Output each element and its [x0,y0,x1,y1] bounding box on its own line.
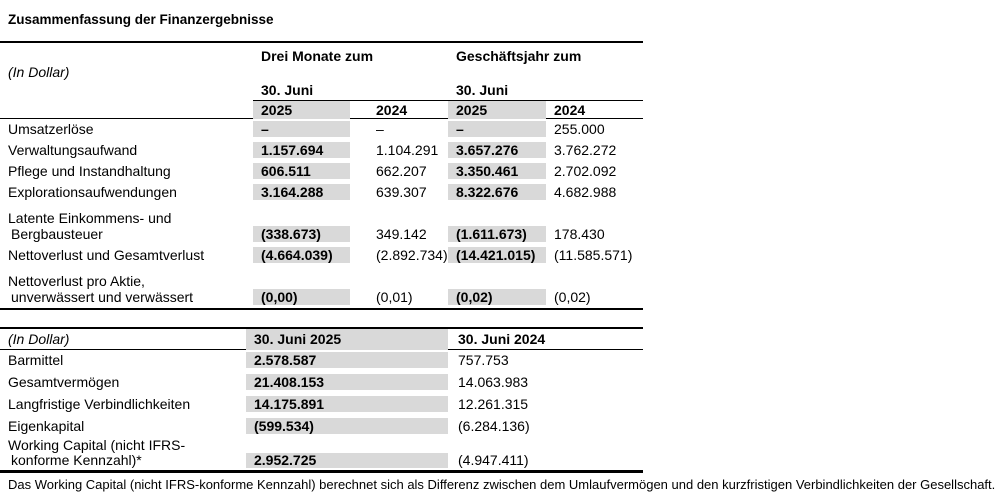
row-label [0,438,246,468]
table-row-gesamtvermoegen [0,372,643,394]
clipped-footnote-text: Das Working Capital (nicht IFRS-konforme Kennzahl) berechnet sich als Differenz zwischen dem Umlaufvermögen und den kurzfristigen Verbindlichkeiten der Gesellschaft. [8,477,995,492]
row-label-line1: Nettoverlust pro Aktie, [8,273,145,289]
value-cell: 4.682.988 [554,184,617,200]
value-cell: 757.753 [458,352,509,368]
table2-unit-label: (In Dollar) [0,329,246,350]
year-fy-2025: 2025 [448,101,546,119]
value-cell: – [448,121,546,137]
value-cell: (4.947.411) [458,452,529,468]
year-q-2024: 2024 [350,101,448,119]
row-label: Nettoverlust und Gesamtverlust [8,247,205,263]
value-cell: (6.284.136) [458,418,530,434]
clipped-footnote [0,473,995,492]
value-cell: 606.511 [253,163,350,179]
value-cell: 3.657.276 [448,142,546,158]
value-cell: (0,02) [554,289,591,305]
group-fiscal-title: Geschäftsjahr zum [456,48,582,64]
value-cell: 2.702.092 [554,163,617,179]
value-cell: 662.207 [376,163,427,179]
group-quarter-title: Drei Monate zum [261,48,374,64]
table-row-working-capital [0,438,643,470]
group-fiscal-subhead: 30. Juni [456,82,509,98]
row-label-line2: Bergbausteuer [11,226,103,242]
balance-summary-table [0,327,643,473]
table-row-umsatzerloese [0,119,643,140]
table-row-verwaltungsaufwand [0,140,643,161]
value-cell: (4.664.039) [253,247,350,263]
row-label: Umsatzerlöse [8,121,94,137]
table2-header-row [0,329,643,350]
value-cell: 178.430 [554,226,605,242]
table1-year-row [0,101,643,119]
table-row-barmittel [0,350,643,372]
value-cell: 3.762.272 [554,142,617,158]
table-row-verbindlichkeiten [0,394,643,416]
page-title: Zusammenfassung der Finanzergebnisse [8,12,274,27]
year-fy-2024: 2024 [546,101,643,119]
table1-header-groups [0,43,643,101]
table1-unit-label: (In Dollar) [8,64,70,80]
row-label: Explorationsaufwendungen [8,184,177,200]
year-q-2025: 2025 [253,101,350,119]
table1-group-quarter [253,43,448,101]
table1-group-fiscal [448,43,643,101]
value-cell: 21.408.153 [246,374,448,390]
table-row-exploration [0,182,643,203]
value-cell: (599.534) [246,418,448,434]
financial-results-table [0,41,643,310]
value-cell: 12.261.315 [458,396,529,412]
value-cell: 2.952.725 [246,453,448,468]
table2-col-2025: 30. Juni 2025 [246,329,448,350]
value-cell: (338.673) [253,226,350,242]
row-label-line1: Latente Einkommens- und [8,210,172,226]
row-label-line1: Working Capital (nicht IFRS- [8,437,186,453]
row-label [0,273,253,305]
value-cell: 8.322.676 [448,184,546,200]
row-label: Gesamtvermögen [8,374,120,390]
value-cell: – [253,121,350,137]
value-cell: (14.421.015) [448,247,546,263]
value-cell: – [376,121,384,137]
row-label [0,210,253,242]
row-label: Barmittel [8,352,64,368]
value-cell: 1.157.694 [253,142,350,158]
group-quarter-subhead: 30. Juni [261,82,314,98]
row-label: Langfristige Verbindlichkeiten [8,396,191,412]
value-cell: (0,01) [376,289,413,305]
table-row-nettoverlust [0,245,643,266]
value-cell: (1.611.673) [448,226,546,242]
value-cell: (11.585.571) [554,247,633,263]
row-label-line2: unverwässert und verwässert [11,289,194,305]
value-cell: 2.578.587 [246,352,448,368]
row-label: Pflege und Instandhaltung [8,163,171,179]
row-label: Verwaltungsaufwand [8,142,138,158]
value-cell: 14.063.983 [458,374,529,390]
value-cell: 3.164.288 [253,184,350,200]
row-label: Eigenkapital [8,418,85,434]
value-cell: 349.142 [376,226,427,242]
table-row-latente-steuer [0,203,643,245]
table2-col-2024: 30. Juni 2024 [448,329,643,350]
value-cell: 3.350.461 [448,163,546,179]
value-cell: (0,02) [448,289,546,305]
row-label-line2: konforme Kennzahl)* [11,452,142,468]
value-cell: (2.892.734) [376,247,448,263]
year-row-spacer [0,101,253,119]
value-cell: 14.175.891 [246,396,448,412]
table-row-verlust-pro-aktie [0,266,643,308]
table-row-eigenkapital [0,416,643,438]
value-cell: 1.104.291 [376,142,439,158]
value-cell: (0,00) [253,289,350,305]
value-cell: 639.307 [376,184,427,200]
table-row-pflege [0,161,643,182]
value-cell: 255.000 [554,121,605,137]
